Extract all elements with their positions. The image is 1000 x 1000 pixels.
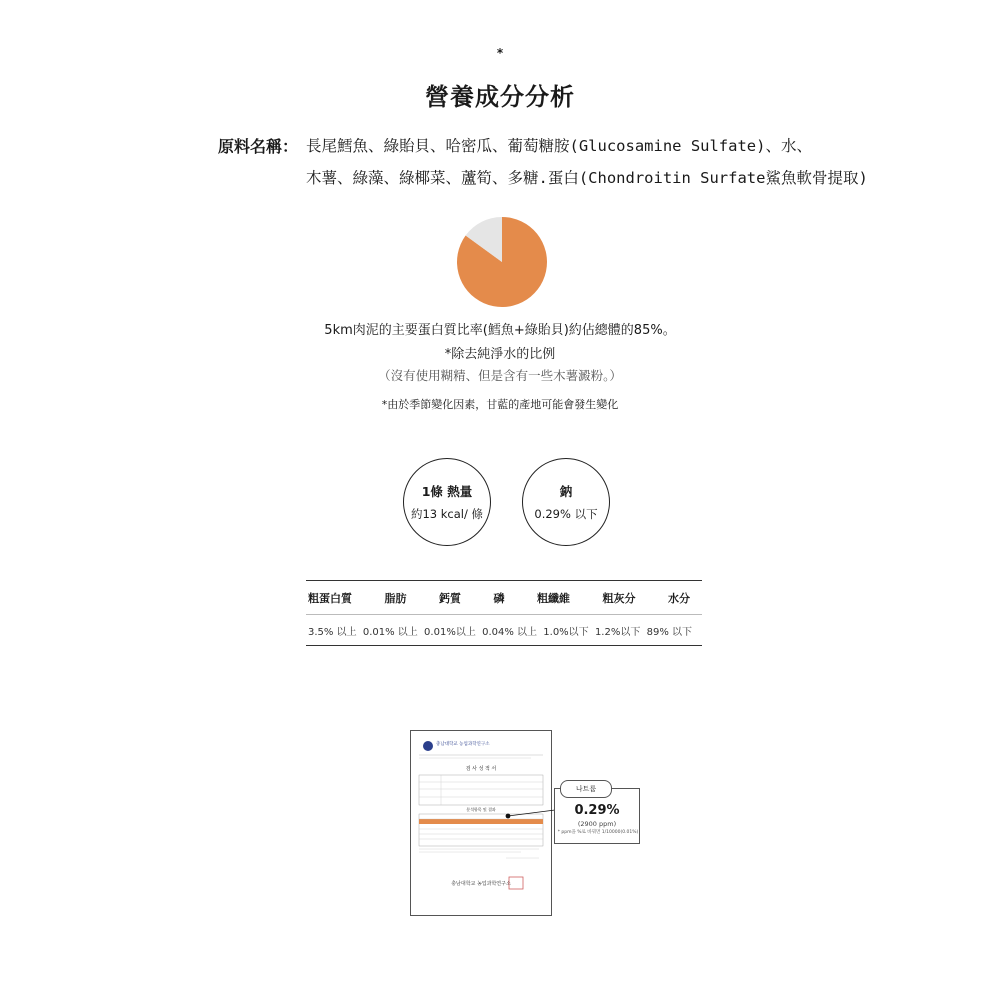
value-phosphorus: 0.04% 以上 [482,626,538,638]
ingredients-label: 原料名稱： [218,137,299,156]
header-phosphorus: 磷 [493,591,505,605]
report-signature-org: 충남대학교 농업과학연구소 [451,881,511,887]
season-note: *由於季節變化因素，甘藍的產地可能會發生變化 [381,398,619,411]
lab-report-graphic [411,731,551,915]
value-calcium: 0.01%以上 [424,626,476,638]
callout-connector [505,808,557,820]
report-org-name: 충남대학교 농업과학연구소 [436,742,490,747]
value-protein: 3.5% 以上 [308,626,357,638]
value-moisture: 89% 以下 [646,626,692,638]
sodium-title: 鈉 [559,484,573,499]
header-fat: 脂肪 [384,591,407,605]
header-moisture: 水分 [668,591,690,605]
official-seal-icon [509,877,523,889]
university-logo-icon [423,741,433,751]
calories-value: 約13 kcal/ 條 [410,507,484,521]
nutrition-table-row [306,615,702,646]
nutrition-table [306,580,702,646]
calories-badge [403,458,491,546]
page-title: 營養成分分析 [425,83,575,111]
value-fat: 0.01% 以上 [362,626,418,638]
value-fiber: 1.0%以下 [543,626,589,638]
sodium-value: 0.29% 以下 [534,507,598,521]
ppm-conversion-note: * ppm을 %로 바꿔면 1/10000(0.01%) [557,830,639,835]
header-ash: 粗灰分 [602,591,636,605]
sodium-pill-label: 나트륨 [560,780,612,798]
ingredients-line-1: 長尾鱈魚、綠貽貝、哈密瓜、葡萄糖胺(Glucosamine Sulfate)、水、 [306,137,812,155]
nutrition-table-header [306,580,702,615]
callout-ppm: (2900 ppm) [577,820,617,828]
header-calcium: 鈣質 [439,591,461,605]
water-excluded-note: *除去純淨水的比例 [444,347,556,362]
ingredients-line-2: 木薯、綠藻、綠椰菜、蘆筍、多糖.蛋白(Chondroitin Surfate鯊魚軟骨提取) [306,169,868,187]
star-mark: * [496,46,504,60]
protein-ratio-note: 5km肉泥的主要蛋白質比率(鱈魚+綠貽貝)約佔總體的85%。 [324,323,676,338]
value-ash: 1.2%以下 [594,626,641,638]
lab-report-document [410,730,552,916]
report-doc-title: 검 사 성 적 서 [465,766,497,772]
starch-note: （沒有使用糊精、但是含有一些木薯澱粉。） [378,368,622,383]
protein-pie-chart [455,215,549,309]
calories-title: 1條 熱量 [421,484,473,499]
sodium-badge [522,458,610,546]
header-fiber: 粗纖維 [537,591,570,605]
report-results-title: 분석항목 및 결과 [466,807,496,812]
callout-value: 0.29% [574,803,620,818]
header-protein: 粗蛋白質 [308,591,352,605]
